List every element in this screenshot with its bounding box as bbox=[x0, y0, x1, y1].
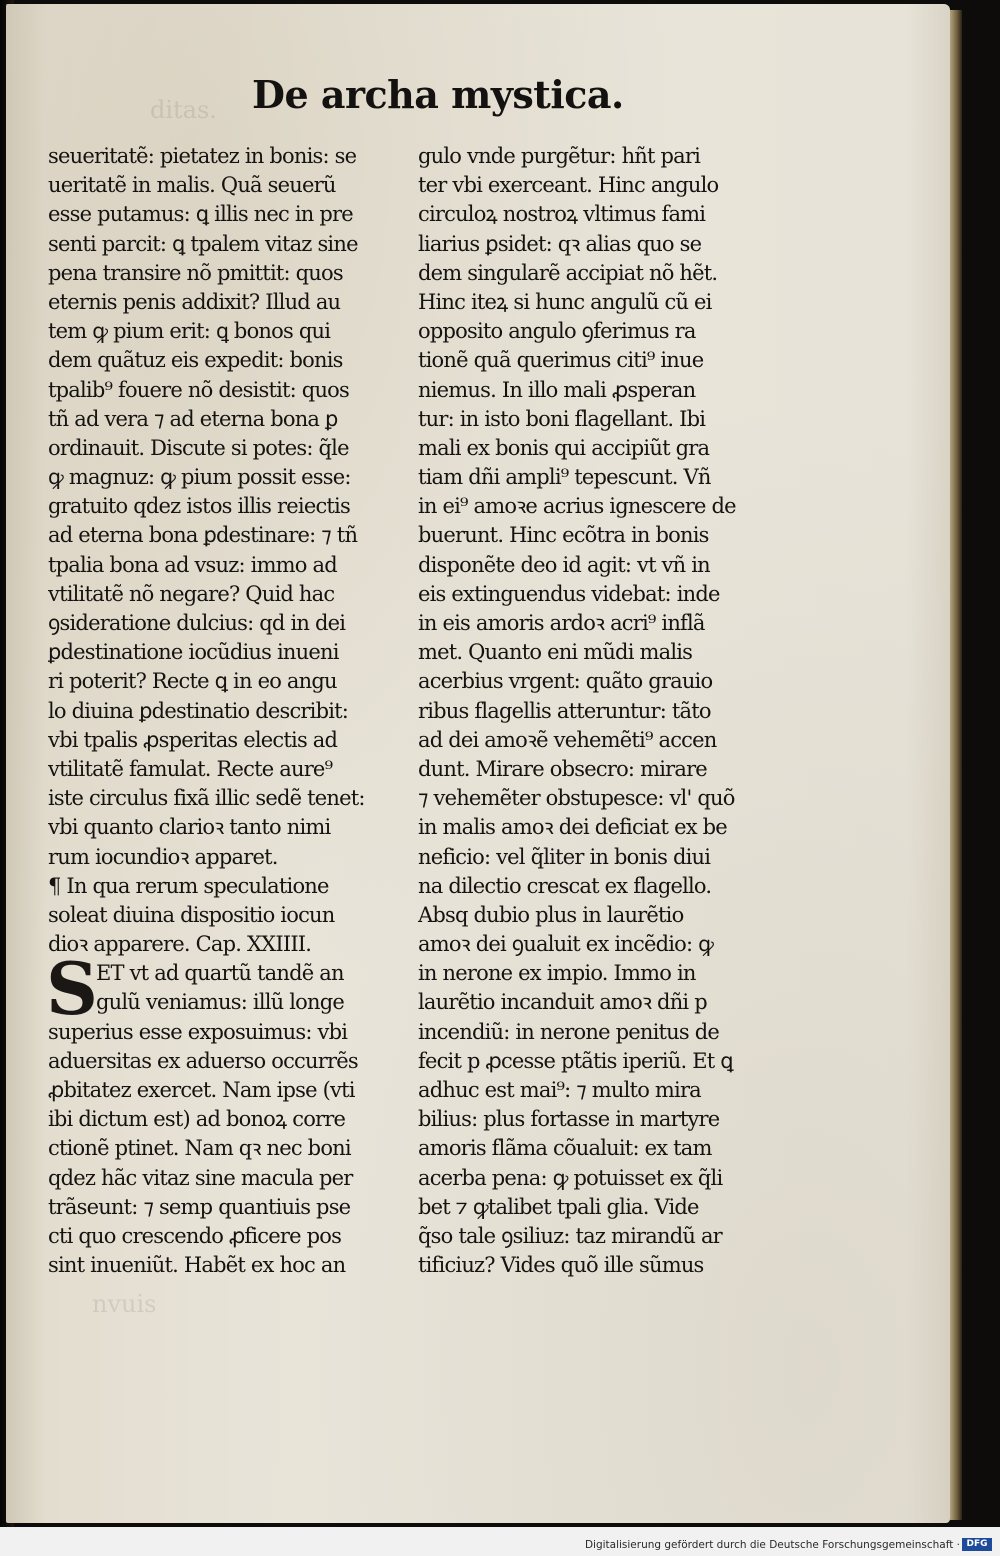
text-line: cti quo crescendo ꝓficere pos bbox=[48, 1223, 342, 1248]
text-line: superius esse exposuimus: vbi bbox=[48, 1019, 348, 1044]
text-line: buerunt. Hinc ecõtra in bonis bbox=[418, 523, 709, 548]
text-line: ordinauit. Discute si potes: q̃le bbox=[48, 435, 349, 460]
text-line: tem ꝙ pium erit: ꝗ bonos qui bbox=[48, 319, 331, 344]
text-line: Hinc iteꝝ si hunc angulũ cũ ei bbox=[418, 289, 712, 314]
text-line: tificiuz? Vides quõ ille sũmus bbox=[418, 1253, 704, 1278]
funding-credit: Digitalisierung gefördert durch die Deutsche Forschungsgemeinschaft · bbox=[584, 1539, 960, 1551]
text-line: ad dei amoꝛẽ vehemẽti⁹ accen bbox=[418, 727, 717, 752]
text-line: ueritatẽ in malis. Quã seuerũ bbox=[48, 173, 336, 198]
text-line: adhuc est mai⁹: ⁊ multo mira bbox=[418, 1078, 701, 1102]
text-line: ꝑdestinatione iocũdius inueni bbox=[48, 640, 339, 665]
text-line: aduersitas ex aduerso occurrẽs bbox=[48, 1048, 358, 1073]
text-line: tpalib⁹ fouere nõ desistit: quos bbox=[48, 377, 349, 402]
text-line: gulũ veniamus: illũ longe bbox=[96, 990, 345, 1015]
text-line: circuloꝝ nostroꝝ vltimus fami bbox=[418, 202, 706, 227]
text-line: opposito angulo ꝯferimus ra bbox=[418, 319, 696, 344]
text-line: vbi tpalis ꝓsperitas electis ad bbox=[48, 727, 338, 752]
left-column bbox=[48, 142, 403, 1280]
text-line: dem quãtuz eis expedit: bonis bbox=[48, 348, 343, 373]
text-line: met. Quanto eni mũdi malis bbox=[418, 640, 693, 665]
running-title: De archa mystica. bbox=[252, 72, 624, 117]
text-line: tionẽ quã querimus citi⁹ inue bbox=[418, 348, 704, 373]
text-line: tñ ad vera ⁊ ad eterna bona ꝑ bbox=[48, 406, 338, 431]
text-line: soleat diuina dispositio iocun bbox=[48, 902, 335, 927]
text-line: Absq dubio plus in laurẽtio bbox=[418, 902, 684, 927]
text-line: trãseunt: ⁊ semp quantiuis pse bbox=[48, 1194, 351, 1219]
text-line: bet ⁊ ꝙtalibet tpali glia. Vide bbox=[418, 1194, 699, 1219]
text-line: lo diuina ꝑdestinatio describit: bbox=[48, 698, 349, 723]
text-line: esse putamus: ꝗ illis nec in pre bbox=[48, 202, 353, 227]
text-line: ri poterit? Recte ꝗ in eo angu bbox=[48, 669, 337, 694]
text-line: ꝙ magnuz: ꝙ pium possit esse: bbox=[48, 465, 351, 490]
text-line: dem singularẽ accipiat nõ hẽt. bbox=[418, 260, 718, 285]
text-line: acerba pena: ꝙ potuisset ex q̃li bbox=[418, 1165, 723, 1190]
text-line: amoꝛ dei ꝯualuit ex incẽdio: ꝙ bbox=[418, 932, 714, 957]
text-line: in malis amoꝛ dei deficiat ex be bbox=[418, 815, 727, 840]
text-line: tiam dñi ampli⁹ tepescunt. Vñ bbox=[418, 465, 711, 490]
text-line: liarius ꝑsidet: qꝛ alias quo se bbox=[418, 231, 702, 256]
show-through-text: nvuis bbox=[92, 1290, 157, 1318]
text-line: tur: in isto boni flagellant. Ibi bbox=[418, 406, 706, 431]
text-line: dioꝛ apparere. Cap. XXIIII. bbox=[48, 932, 312, 957]
text-line: na dilectio crescat ex flagello. bbox=[418, 873, 712, 898]
text-line: ctionẽ ptinet. Nam qꝛ nec boni bbox=[48, 1136, 351, 1161]
text-line: laurẽtio incanduit amoꝛ dñi p bbox=[418, 990, 707, 1015]
drop-cap-initial: S bbox=[46, 946, 98, 1032]
text-line: ad eterna bona ꝑdestinare: ⁊ tñ bbox=[48, 523, 358, 548]
text-line: qdez hãc vitaz sine macula per bbox=[48, 1165, 353, 1190]
text-line: ꝯsideratione dulcius: qd in dei bbox=[48, 611, 346, 635]
text-line: disponẽte deo id agit: vt vñ in bbox=[418, 552, 710, 577]
text-line: ET vt ad quartũ tandẽ an bbox=[96, 961, 344, 986]
text-line: neficio: vel q̃liter in bonis diui bbox=[418, 844, 711, 869]
text-line: ibi dictum est) ad bonoꝝ corre bbox=[48, 1107, 346, 1132]
text-line: gulo vnde purgẽtur: hñt pari bbox=[418, 144, 701, 168]
text-line: in nerone ex impio. Immo in bbox=[418, 961, 696, 986]
text-line: tpalia bona ad vsuz: immo ad bbox=[48, 552, 337, 577]
chapter-opening bbox=[46, 946, 403, 1280]
text-line: sint inueniũt. Habẽt ex hoc an bbox=[48, 1253, 346, 1278]
text-line: ⁊ vehemẽter obstupesce: vl' quõ bbox=[418, 786, 735, 811]
text-line: pena transire nõ pmittit: quos bbox=[48, 260, 343, 285]
text-line: rum iocundioꝛ apparet. bbox=[48, 844, 278, 869]
text-line: vtilitatẽ nõ negare? Quid hac bbox=[48, 581, 335, 606]
text-line: amoris flãma cõualuit: ex tam bbox=[418, 1136, 712, 1161]
text-line: senti parcit: ꝗ tpalem vitaz sine bbox=[48, 231, 358, 256]
text-line: niemus. In illo mali ꝓsperan bbox=[418, 377, 696, 402]
right-column bbox=[418, 142, 773, 1280]
text-line: iste circulus fixã illic sedẽ tenet: bbox=[48, 786, 365, 811]
text-line: ribus flagellis atteruntur: tãto bbox=[418, 698, 711, 723]
show-through-text: ditas. bbox=[150, 96, 217, 124]
text-line: seueritatẽ: pietatez in bonis: se bbox=[48, 144, 357, 168]
text-line: mali ex bonis qui accipiũt gra bbox=[418, 435, 710, 460]
text-line: bilius: plus fortasse in martyre bbox=[418, 1107, 720, 1132]
text-line: gratuito qdez istos illis reiectis bbox=[48, 494, 350, 519]
text-line: ¶ In qua rerum speculatione bbox=[48, 873, 329, 898]
text-line: fecit p ꝓcesse ptãtis iperiũ. Et ꝗ bbox=[418, 1048, 733, 1073]
text-line: vbi quanto clarioꝛ tanto nimi bbox=[48, 815, 331, 840]
text-line: q̃so tale ꝯsiliuz: taz mirandũ ar bbox=[418, 1223, 722, 1248]
text-line: eternis penis addixit? Illud au bbox=[48, 289, 341, 314]
text-line: in eis amoris ardoꝛ acri⁹ inflã bbox=[418, 611, 705, 635]
text-line: eis extinguendus videbat: inde bbox=[418, 581, 720, 606]
text-line: vtilitatẽ famulat. Recte aure⁹ bbox=[48, 756, 333, 781]
text-line: dunt. Mirare obsecro: mirare bbox=[418, 756, 707, 781]
text-line: ter vbi exerceant. Hinc angulo bbox=[418, 173, 719, 198]
page-edge bbox=[950, 10, 962, 1520]
dfg-logo: DFG bbox=[962, 1538, 992, 1551]
text-line: in ei⁹ amoꝛe acrius ignescere de bbox=[418, 494, 736, 519]
text-line: incendiũ: in nerone penitus de bbox=[418, 1019, 719, 1044]
text-line: acerbius vrgent: quãto grauio bbox=[418, 669, 713, 694]
text-line: ꝓbitatez exercet. Nam ipse (vti bbox=[48, 1078, 355, 1102]
